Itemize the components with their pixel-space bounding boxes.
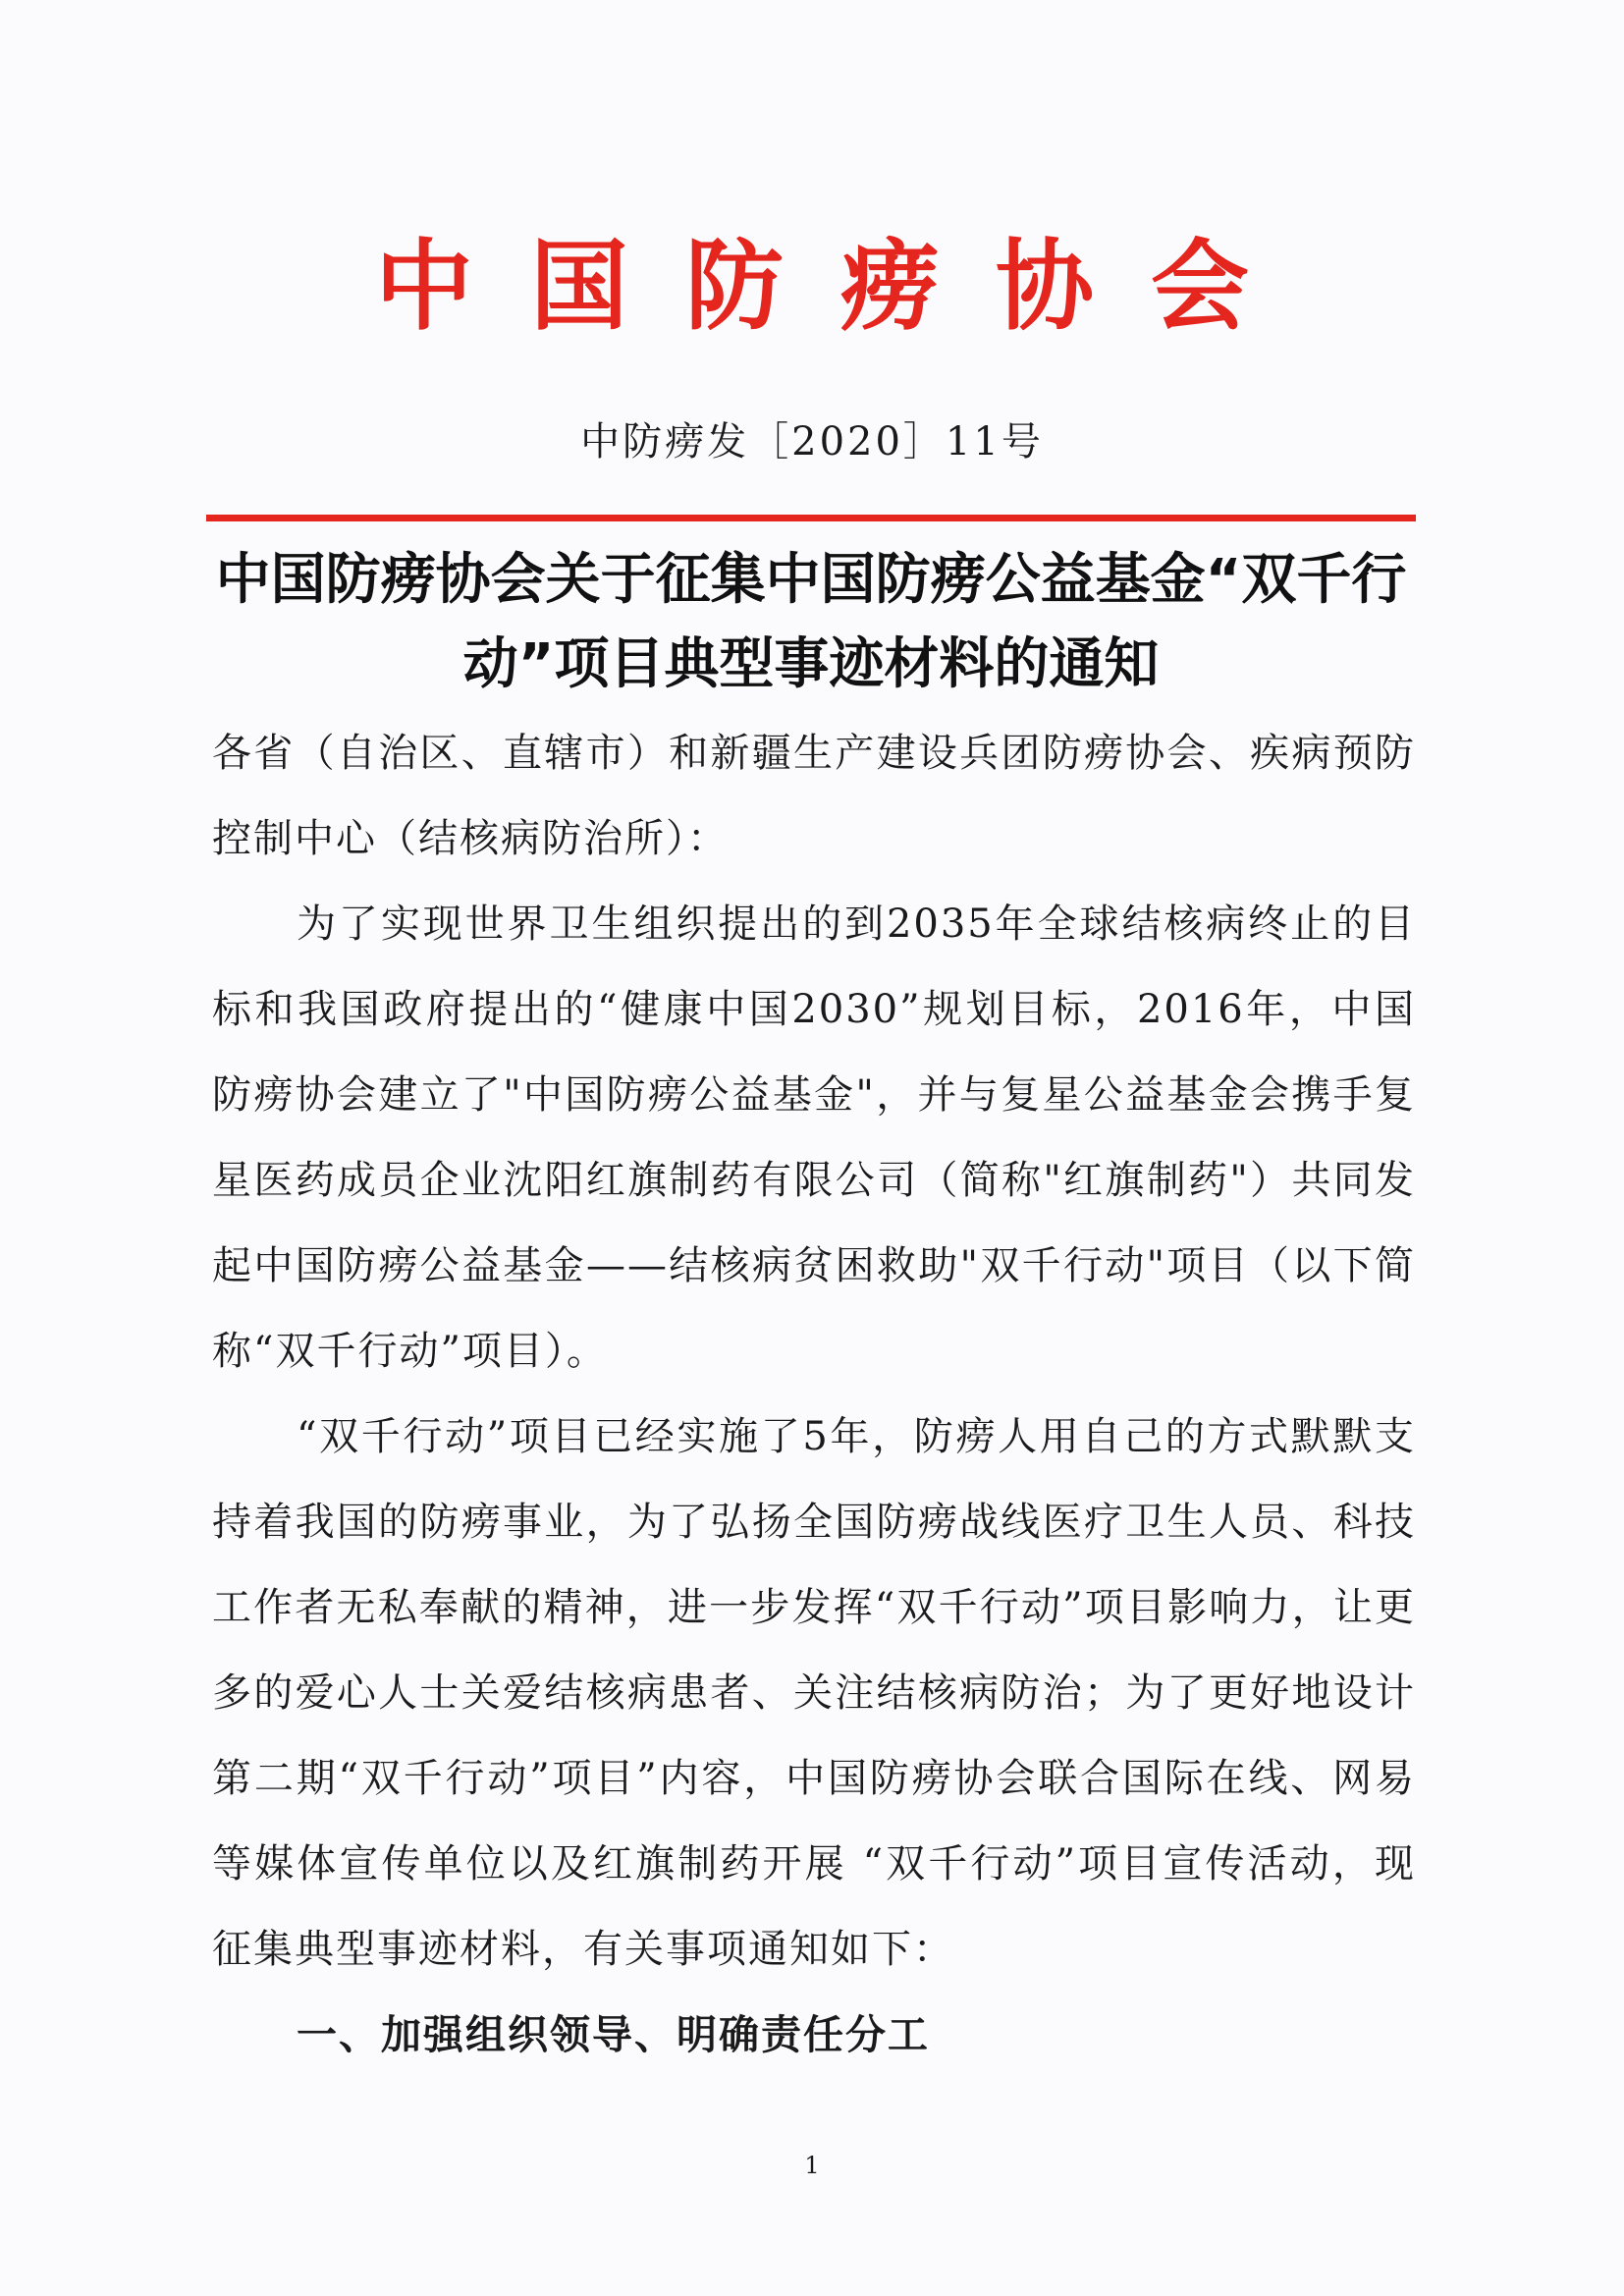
- notice-title: 中国防痨协会关于征集中国防痨公益基金“双千行动”项目典型事迹材料的通知: [215, 548, 1407, 696]
- salutation: 各省（自治区、直辖市）和新疆生产建设兵团防痨协会、疾病预防控制中心（结核病防治所）：: [212, 731, 1416, 861]
- body-paragraph-1: 为了实现世界卫生组织提出的到2035年全球结核病终止的目标和我国政府提出的“健康中国2030”规划目标，2016年，中国防痨协会建立了"中国防痨公益基金"，并与复星公益基金会携手复星医药成员企业沈阳红旗制药有限公司（简称"红旗制药"）共同发起中国防痨公益基金——结核病贫困救助"双千行动"项目（以下简称“双千行动”项目）。: [212, 902, 1416, 1374]
- organization-title: 中国防痨协会: [375, 229, 1306, 344]
- section-heading-1: 一、加强组织领导、明确责任分工: [297, 2011, 930, 2058]
- body-paragraph-2: “双千行动”项目已经实施了5年，防痨人用自己的方式默默支持着我国的防痨事业，为了弘扬全国防痨战线医疗卫生人员、科技工作者无私奉献的精神，进一步发挥“双千行动”项目影响力，让更多的爱心人士关爱结核病患者、关注结核病防治；为了更好地设计第二期“双千行动”项目”内容，中国防痨协会联合国际在线、网易等媒体宣传单位以及红旗制药开展 “双千行动”项目宣传活动，现征集典型事迹材料，有关事项通知如下：: [212, 1414, 1416, 1972]
- document-number: 中防痨发［2020］11号: [580, 419, 1044, 465]
- page-number: 1: [804, 2152, 820, 2179]
- document-body: [212, 711, 1416, 2078]
- red-divider-line: [206, 515, 1416, 521]
